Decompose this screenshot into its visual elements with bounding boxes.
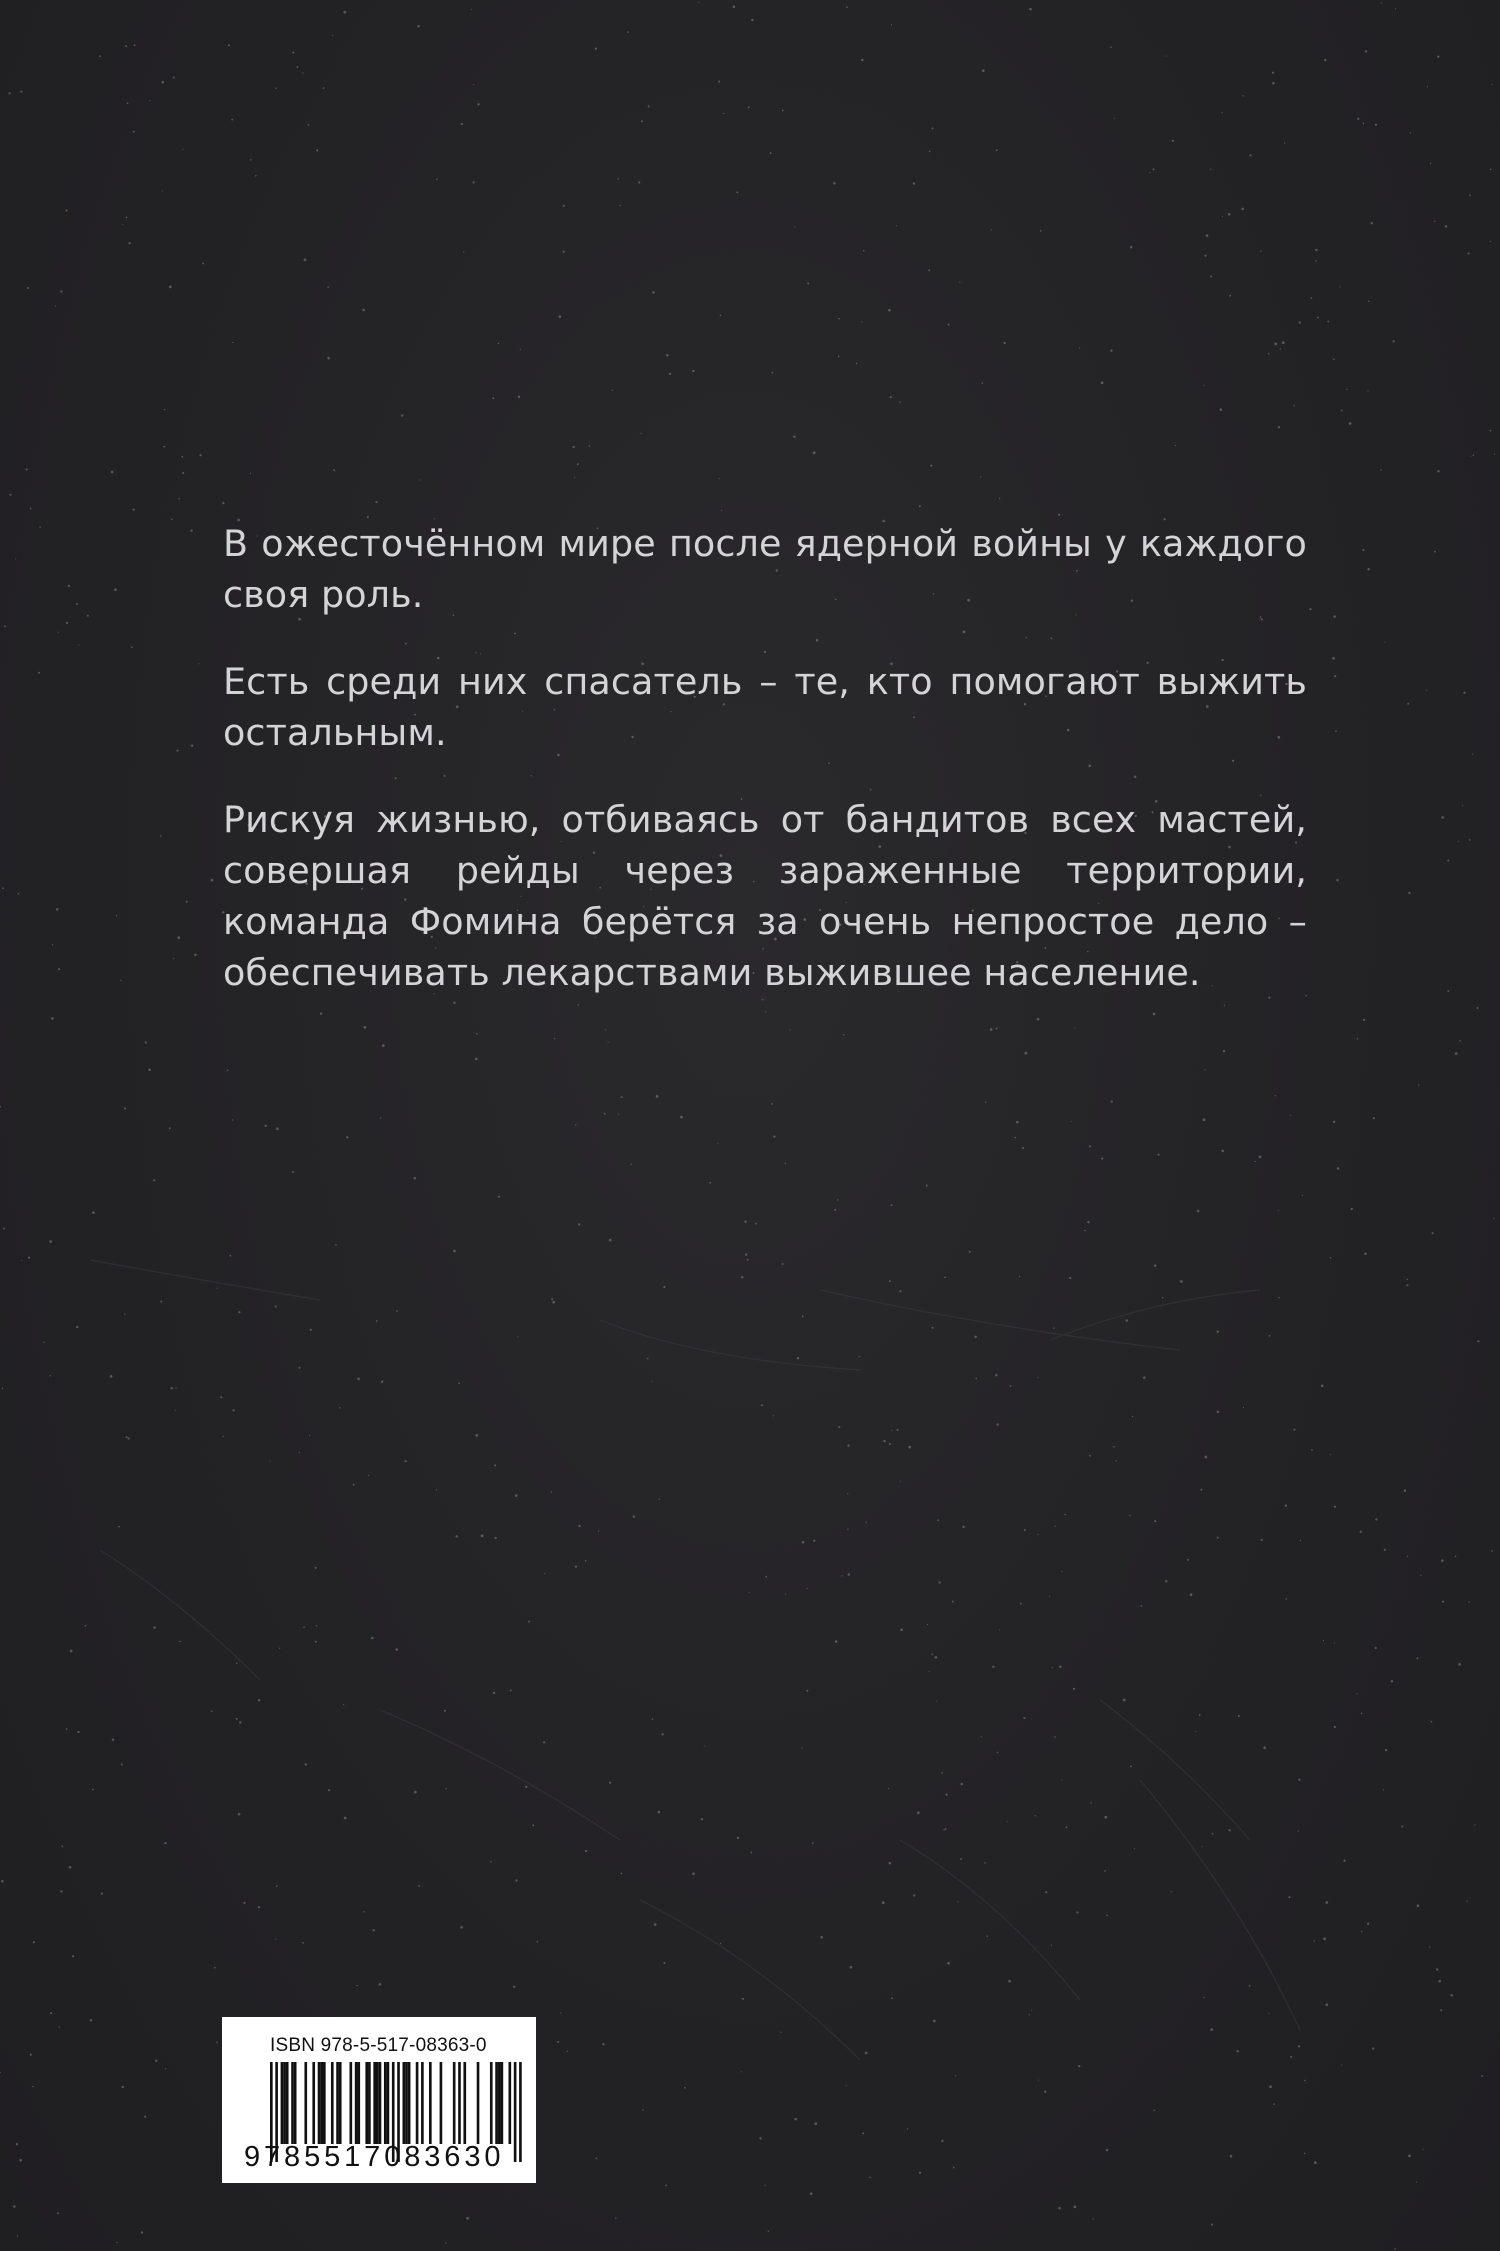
barcode-bar bbox=[490, 2062, 493, 2144]
barcode-bar bbox=[477, 2062, 480, 2144]
barcode-bar bbox=[405, 2062, 408, 2144]
barcode-bar bbox=[416, 2062, 419, 2144]
barcode-bar bbox=[519, 2062, 522, 2162]
blurb-paragraph-2: Есть среди них спасатель – те, кто помогают выжить остальным. bbox=[223, 660, 1307, 754]
blurb-paragraph-1: В ожесточённом мире после ядерной войны у каждого своя роль. bbox=[223, 522, 1307, 616]
barcode-bar bbox=[312, 2062, 315, 2144]
barcode-bar bbox=[373, 2062, 376, 2144]
barcode-bar bbox=[514, 2062, 517, 2162]
barcode-bar bbox=[403, 2062, 406, 2144]
blurb-paragraph-3: Рискуя жизнью, отбиваясь от бандитов всех мастей, совершая рейды через зараженные территории, команда Фомина берётся за очень непростое дело – обеспечивать лекарствами выжившее население. bbox=[223, 798, 1307, 994]
barcode-bar bbox=[355, 2062, 358, 2144]
barcode-bar bbox=[376, 2062, 379, 2144]
barcode-bar bbox=[463, 2062, 466, 2144]
barcode-bar bbox=[283, 2062, 286, 2144]
barcode-bar bbox=[501, 2062, 504, 2144]
barcode-bar bbox=[379, 2062, 382, 2144]
barcode-bar bbox=[320, 2062, 323, 2144]
barcode-bar bbox=[458, 2062, 461, 2144]
barcode-bar bbox=[495, 2062, 498, 2144]
barcode-bar bbox=[408, 2062, 411, 2144]
barcode-bar bbox=[384, 2062, 387, 2144]
barcode-bar bbox=[336, 2062, 339, 2144]
barcode-bar bbox=[453, 2062, 456, 2144]
barcode-bar bbox=[357, 2062, 360, 2144]
blurb-text bbox=[223, 518, 1307, 1034]
barcode-bar bbox=[387, 2062, 390, 2144]
barcode-bar bbox=[291, 2062, 294, 2144]
barcode-bar bbox=[294, 2062, 297, 2144]
barcode-bar bbox=[281, 2062, 284, 2144]
barcode-bar bbox=[304, 2062, 307, 2144]
barcode-bar bbox=[440, 2062, 443, 2144]
barcode-bar bbox=[350, 2062, 353, 2144]
isbn-label: ISBN 978-5-517-08363-0 bbox=[270, 2035, 487, 2056]
barcode-bar bbox=[286, 2062, 289, 2144]
barcode-bar bbox=[318, 2062, 321, 2144]
barcode-bar bbox=[365, 2062, 368, 2144]
barcode-bar bbox=[339, 2062, 342, 2144]
barcode-bar bbox=[498, 2062, 501, 2144]
barcode-bar bbox=[429, 2062, 432, 2144]
barcode-bar bbox=[331, 2062, 334, 2144]
isbn-barcode bbox=[222, 2017, 536, 2183]
barcode-digits: 9785517083630 bbox=[244, 2141, 505, 2173]
barcode-bar bbox=[368, 2062, 371, 2144]
barcode-bar bbox=[509, 2062, 512, 2144]
barcode-bar bbox=[323, 2062, 326, 2144]
barcode-bar bbox=[421, 2062, 424, 2144]
